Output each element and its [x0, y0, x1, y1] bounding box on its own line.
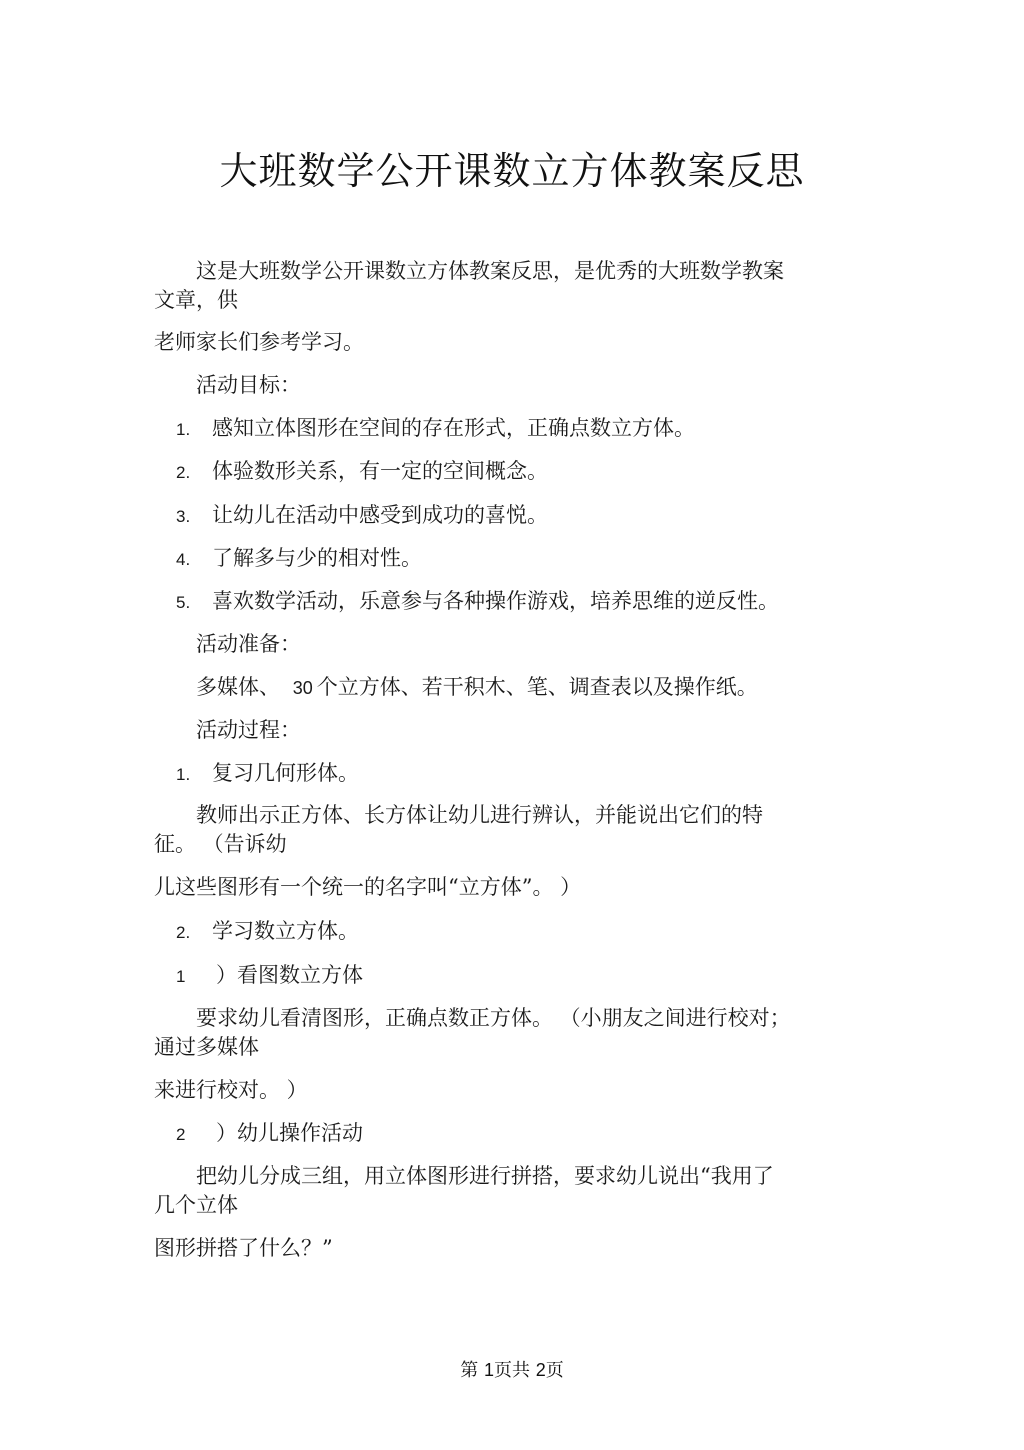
step1-desc-line-3: 儿这些图形有一个统一的名字叫“立方体”。 ） — [154, 875, 582, 899]
goal-number: 1. — [176, 420, 191, 439]
goal-text: 了解多与少的相对性。 — [212, 546, 422, 570]
step-number: 2. — [176, 923, 191, 942]
footer-total-pages: 2 — [535, 1360, 546, 1380]
footer-suffix: 页 — [545, 1360, 564, 1381]
page-footer — [0, 1356, 1024, 1382]
process-step-1 — [176, 758, 359, 790]
footer-prefix: 第 — [460, 1360, 479, 1381]
sub-step-1 — [176, 960, 363, 992]
goal-number: 4. — [176, 550, 191, 569]
prep-heading: 活动准备： — [196, 632, 301, 656]
goal-text: 体验数形关系，有一定的空间概念。 — [212, 459, 548, 483]
prep-text-a: 多媒体、 — [196, 675, 280, 699]
intro-line-1: 这是大班数学公开课数立方体教案反思，是优秀的大班数学教案 — [196, 259, 784, 283]
prep-materials — [196, 672, 758, 703]
goal-number: 2. — [176, 463, 191, 482]
footer-middle: 页共 — [494, 1360, 530, 1381]
step-text: 复习几何形体。 — [212, 761, 359, 785]
step-number: 1. — [176, 765, 191, 784]
goal-item-3 — [176, 500, 548, 532]
sub-step-number: 2 — [176, 1125, 186, 1144]
goal-item-4 — [176, 543, 422, 575]
sub1-desc-line-3: 来进行校对。 ） — [154, 1078, 308, 1102]
goal-item-5 — [176, 586, 779, 618]
goal-number: 3. — [176, 507, 191, 526]
sub-step-number: 1 — [176, 967, 186, 986]
sub2-desc-line-1: 把幼儿分成三组，用立体图形进行拼搭，要求幼儿说出“我用了 — [196, 1164, 774, 1188]
sub2-desc-line-2: 几个立体 — [154, 1193, 238, 1217]
sub-step-text: ）看图数立方体 — [216, 963, 363, 987]
step-text: 学习数立方体。 — [212, 919, 359, 943]
sub1-desc-line-1: 要求幼儿看清图形，正确点数正方体。 （小朋友之间进行校对； — [196, 1006, 791, 1030]
document-title: 大班数学公开课数立方体教案反思 — [219, 149, 805, 193]
intro-line-3: 老师家长们参考学习。 — [154, 330, 364, 354]
step1-desc-line-1: 教师出示正方体、长方体让幼儿进行辨认，并能说出它们的特 — [196, 803, 763, 827]
goal-number: 5. — [176, 593, 191, 612]
goal-text: 让幼儿在活动中感受到成功的喜悦。 — [212, 503, 548, 527]
goals-heading: 活动目标： — [196, 373, 301, 397]
sub1-desc-line-2: 通过多媒体 — [154, 1035, 259, 1059]
prep-count: 30 — [292, 678, 313, 698]
process-step-2 — [176, 916, 359, 948]
prep-text-b: 个立方体、若干积木、笔、调查表以及操作纸。 — [316, 675, 758, 699]
process-heading: 活动过程： — [196, 718, 301, 742]
intro-line-2: 文章，供 — [154, 288, 238, 312]
goal-item-1 — [176, 413, 695, 445]
goal-item-2 — [176, 456, 548, 488]
sub-step-text: ）幼儿操作活动 — [216, 1121, 363, 1145]
goal-text: 喜欢数学活动，乐意参与各种操作游戏，培养思维的逆反性。 — [212, 589, 779, 613]
sub2-desc-line-3: 图形拼搭了什么？” — [154, 1236, 333, 1260]
step1-desc-line-2: 征。 （告诉幼 — [154, 832, 287, 856]
sub-step-2 — [176, 1118, 363, 1150]
footer-current-page: 1 — [483, 1360, 494, 1380]
goal-text: 感知立体图形在空间的存在形式，正确点数立方体。 — [212, 416, 695, 440]
